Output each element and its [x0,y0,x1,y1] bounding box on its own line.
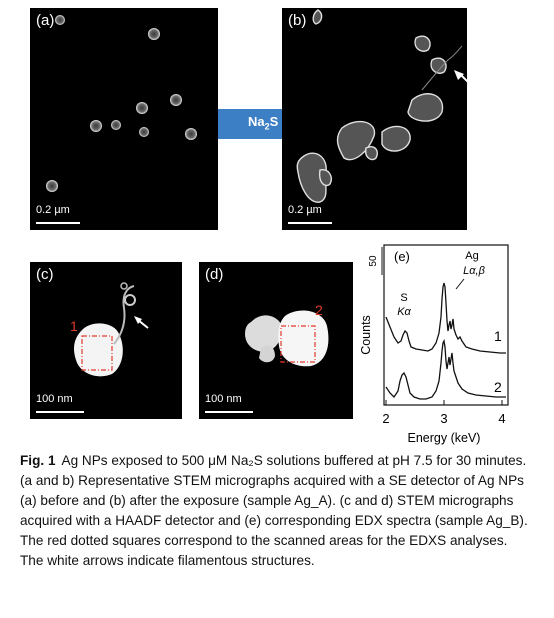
micrograph-a [30,8,218,230]
edx-xlabel: Energy (keV) [407,431,481,445]
scan-area-label-1: 1 [70,318,78,334]
panel-label-d: (d) [205,266,224,283]
scale-label-a: 0.2 µm [36,204,70,216]
spectrum-label-1: 1 [494,328,502,344]
micrograph-b-image [282,8,467,230]
peak-label-ag-line: Lα,β [463,265,485,277]
edx-spectrum-2 [386,341,506,399]
edx-plot [360,243,510,453]
scale-bar-b [288,222,332,224]
panel-label-e: (e) [394,249,410,264]
panel-label-a: (a) [36,12,55,29]
scale-label-b: 0.2 µm [288,204,322,216]
edx-plot-frame [384,245,508,405]
scale-bar-c [36,411,84,413]
edx-ylabel: Counts [360,315,373,355]
peak-label-ag: Ag [465,250,479,262]
micrograph-c [30,262,182,419]
scale-label-c: 100 nm [36,393,73,405]
peak-label-s-line: Kα [397,306,411,318]
panel-label-c: (c) [36,266,54,283]
edx-scale-value: 50 [368,255,379,267]
micrograph-b [282,8,467,230]
edx-xtick-2: 2 [382,411,390,426]
micrograph-a-image [30,8,218,230]
scale-bar-d [205,411,253,413]
scan-area-label-2: 2 [315,302,323,318]
edx-spectra [360,243,510,453]
peak-label-s: S [400,292,408,304]
edx-xtick-4: 4 [498,411,506,426]
figure-caption [20,451,534,571]
treatment-arrow-label: $Na_2S$ [248,114,279,132]
spectrum-label-2: 2 [494,379,502,395]
figure-caption-text: Ag NPs exposed to 500 μM Na₂S solutions buffered at pH 7.5 for 30 minutes. (a and b) Representative STEM micrographs acquired with a SE detector of Ag NPs (a) before and (b) after the exposure (sample Ag_A). (c and d) STEM micrographs acquired with a HAADF detector and (e) corresponding EDX spectra (sample Ag_B). The red dotted squares correspond to the scanned areas for the EDXS analyses. The white arrows indicate filamentous structures. [20,453,528,568]
scale-bar-a [36,222,80,224]
scale-label-d: 100 nm [205,393,242,405]
edx-xtick-3: 3 [440,411,448,426]
figure-label: Fig. 1 [20,453,56,468]
micrograph-d [199,262,353,419]
panel-label-b: (b) [288,12,307,29]
